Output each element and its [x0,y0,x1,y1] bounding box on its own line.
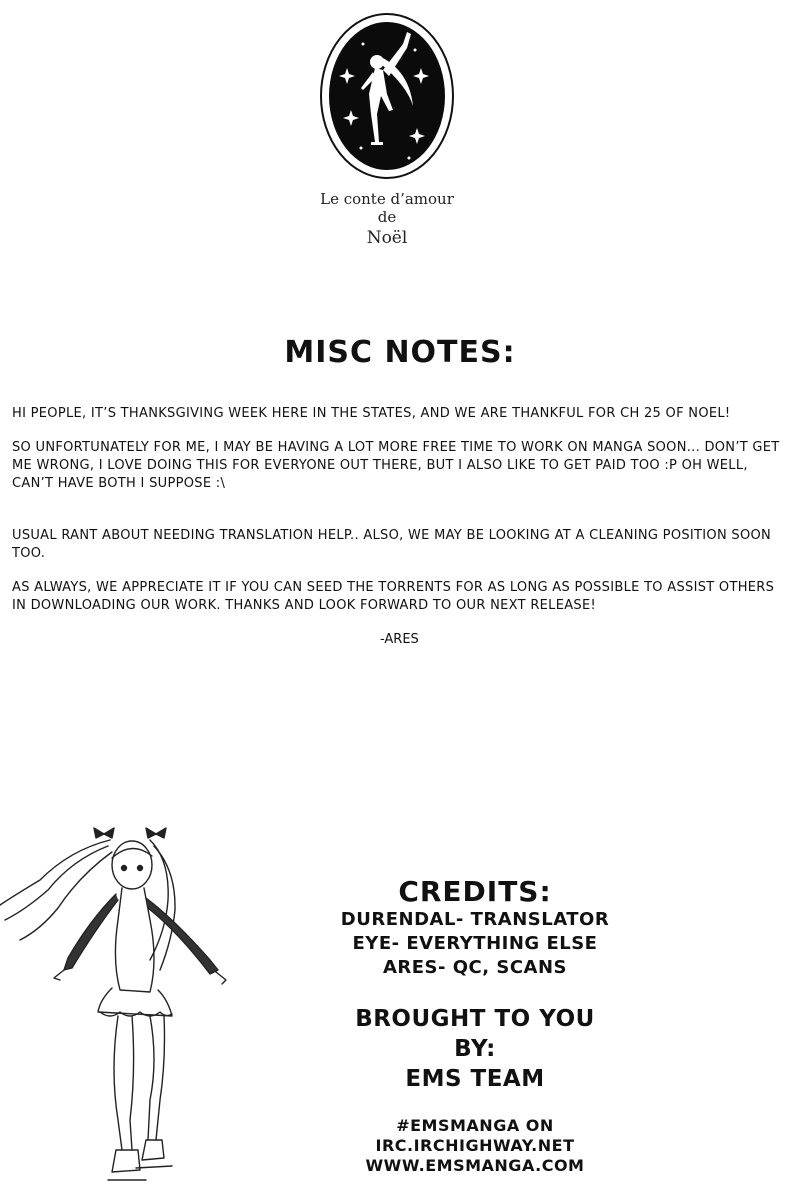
note-paragraph: AS ALWAYS, WE APPRECIATE IT IF YOU CAN SEED THE TORRENTS FOR AS LONG AS POSSIBLE TO ASSIST OTHERS IN DOWNLOADING OUR WORK. THANKS AND LOOK FORWARD TO OUR NEXT RELEASE! [12,580,775,613]
noel-logo [312,10,462,248]
note-paragraph: SO UNFORTUNATELY FOR ME, I MAY BE HAVING A LOT MORE FREE TIME TO WORK ON MANGA SOON... DON’T GET ME WRONG, I LOVE DOING THIS FOR EVERYONE OUT THERE, BUT I ALSO LIKE TO GET PAID TOO :P OH WELL, CAN’T HAVE BOTH I SUPPOSE :\ [12,440,780,491]
brought-by [320,1004,630,1094]
contact-links [320,1116,630,1176]
skater-emblem-icon [317,10,457,182]
skater-girl-illustration [0,820,260,1200]
notes-body [12,405,792,631]
credit-line: ARES- QC, SCANS [382,957,568,978]
signature: -ARES [380,632,419,647]
note-paragraph: USUAL RANT ABOUT NEEDING TRANSLATION HELP.. ALSO, WE MAY BE LOOKING AT A CLEANING POSITION SOON TOO. [12,528,772,561]
irc-server: IRC.IRCHIGHWAY.NET [375,1136,575,1155]
note-paragraph: HI PEOPLE, IT’S THANKSGIVING WEEK HERE IN THE STATES, AND WE ARE THANKFUL FOR CH 25 OF NOEL! [12,406,731,421]
website-url: WWW.EMSMANGA.COM [365,1156,585,1175]
irc-channel: #EMSMANGA ON [396,1116,554,1135]
credits-block [320,875,630,1176]
logo-subtitle: Le conte d’amour de [320,190,454,226]
logo-title: Noël [366,228,408,248]
brought-line: BY: [454,1036,496,1062]
credits-heading: CREDITS: [398,875,552,908]
credit-line: EYE- EVERYTHING ELSE [352,933,598,954]
misc-notes-heading: MISC NOTES: [284,335,516,370]
credit-line: DURENDAL- TRANSLATOR [340,909,610,930]
brought-line: BROUGHT TO YOU [355,1006,595,1032]
team-name: EMS TEAM [405,1066,545,1092]
